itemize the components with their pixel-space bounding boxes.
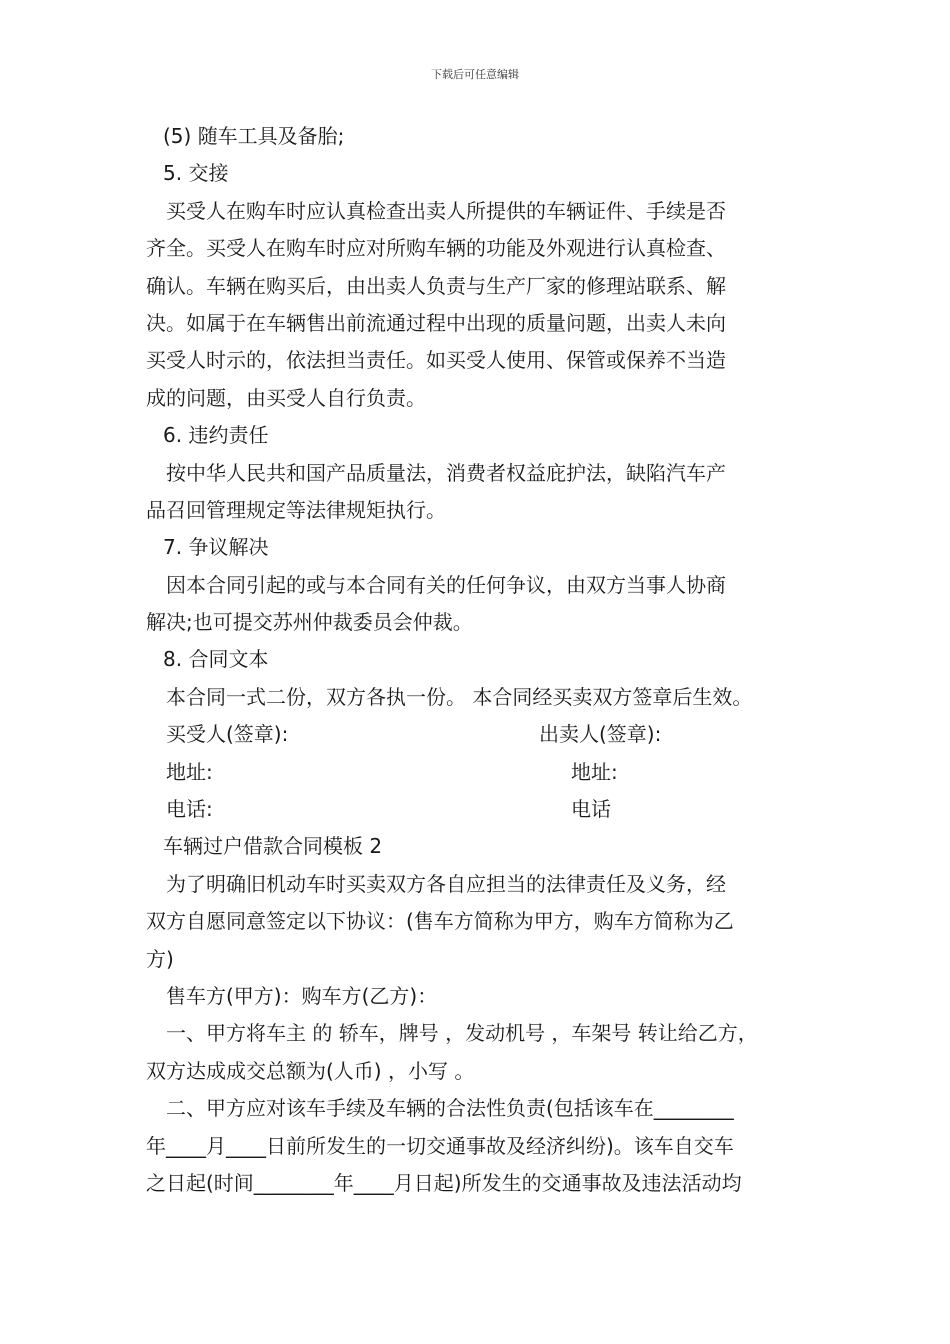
section-heading: 8. 合同文本 <box>163 647 269 672</box>
paragraph-line: 方) <box>146 946 174 971</box>
paragraph-line: 齐全。买受人在购车时应对所购车辆的功能及外观进行认真检查、 <box>146 236 726 261</box>
paragraph-line: 确认。车辆在购买后，由出卖人负责与生产厂家的修理站联系、解 <box>146 273 726 298</box>
paragraph-line: 为了明确旧机动车时买卖双方各自应担当的法律责任及义务，经 <box>166 871 726 896</box>
paragraph-line: 买受人时示的，依法担当责任。如买受人使用、保管或保养不当造 <box>146 348 726 373</box>
paragraph-line: 本合同一式二份，双方各执一份。 本合同经买卖双方签章后生效。 <box>166 684 753 709</box>
paragraph-line: 成的问题，由买受人自行负责。 <box>146 385 426 410</box>
paragraph-line: 年____月____日前所发生的一切交通事故及经济纠纷)。该车自交车 <box>146 1133 734 1158</box>
seller-seal-label: 出卖人(签章): <box>539 722 662 747</box>
buyer-address-label: 地址: <box>166 759 213 784</box>
paragraph-line: 二、甲方应对该车手续及车辆的合法性负责(包括该车在________ <box>166 1096 734 1121</box>
buyer-phone-label: 电话: <box>166 797 213 822</box>
paragraph-line: 双方达成成交总额为(人币) ，小写 。 <box>146 1058 475 1083</box>
section-heading: 5. 交接 <box>163 161 229 186</box>
signature-row-address <box>146 754 816 791</box>
section-heading: 7. 争议解决 <box>163 535 269 560</box>
paragraph-line: 双方自愿同意签定以下协议：(售车方简称为甲方，购车方简称为乙 <box>146 909 734 934</box>
section-title: 车辆过户借款合同模板 2 <box>163 834 383 859</box>
seller-phone-label: 电话 <box>571 797 611 822</box>
document-body <box>146 118 816 1202</box>
paragraph-line: (5) 随车工具及备胎; <box>163 124 345 148</box>
paragraph-line: 按中华人民共和国产品质量法，消费者权益庇护法，缺陷汽车产 <box>166 460 726 485</box>
paragraph-line: 因本合同引起的或与本合同有关的任何争议，由双方当事人协商 <box>166 572 726 597</box>
page-header: 下载后可任意编辑 <box>431 68 519 81</box>
paragraph-line: 品召回管理规定等法律规矩执行。 <box>146 497 446 522</box>
paragraph-line: 一、甲方将车主 的 轿车，牌号 ，发动机号 ，车架号 转让给乙方， <box>166 1021 758 1046</box>
paragraph-line: 解决;也可提交苏州仲裁委员会仲裁。 <box>146 610 473 635</box>
paragraph-line: 买受人在购车时应认真检查出卖人所提供的车辆证件、手续是否 <box>166 198 726 223</box>
signature-row-seal <box>146 716 816 753</box>
paragraph-line: 售车方(甲方)：购车方(乙方)： <box>166 983 438 1008</box>
paragraph-line: 决。如属于在车辆售出前流通过程中出现的质量问题，出卖人未向 <box>146 310 726 335</box>
buyer-seal-label: 买受人(签章): <box>166 722 289 747</box>
paragraph-line: 之日起(时间________年____月日起)所发生的交通事故及违法活动均 <box>146 1170 742 1195</box>
seller-address-label: 地址: <box>571 759 618 784</box>
signature-row-phone <box>146 791 816 828</box>
section-heading: 6. 违约责任 <box>163 423 269 448</box>
